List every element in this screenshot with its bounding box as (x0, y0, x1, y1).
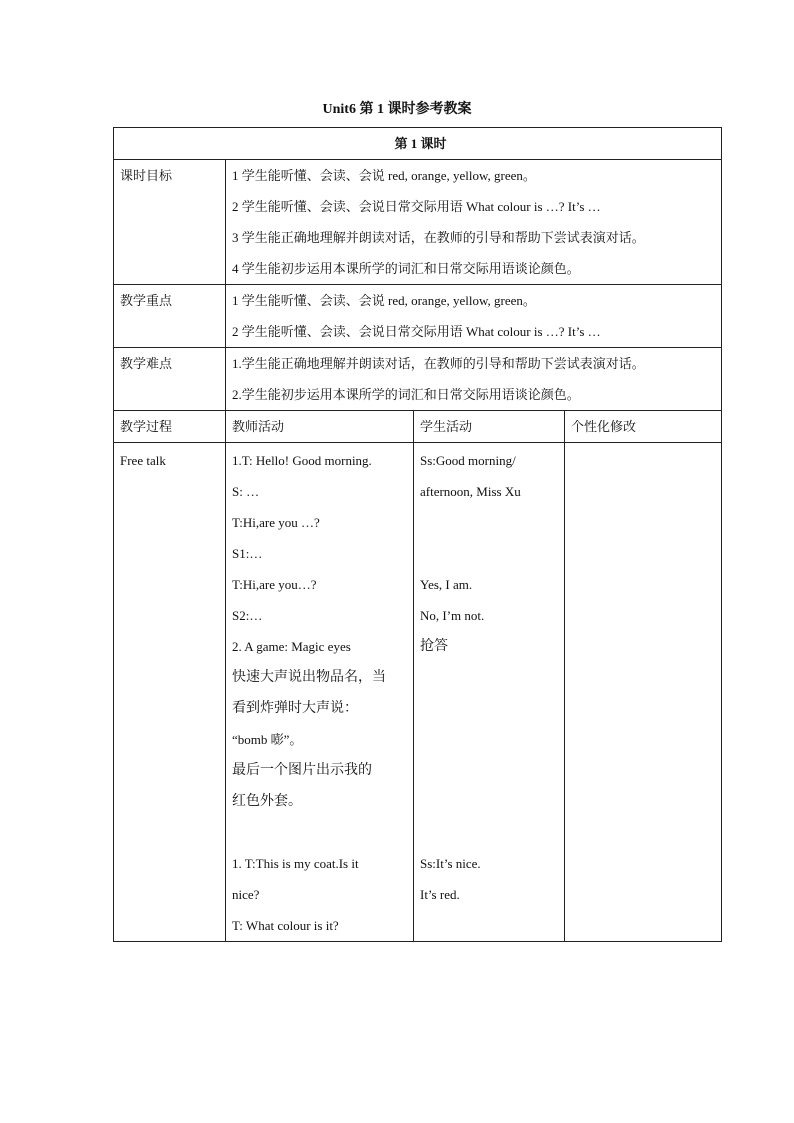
document-title: Unit6 第 1 课时参考教案 (322, 102, 472, 117)
process-row (114, 443, 722, 942)
personal-edit-cell (565, 443, 722, 942)
student-line: Yes, I am. (420, 577, 473, 592)
teacher-line: T: What colour is it? (232, 918, 339, 933)
student-line: No, I’m not. (420, 608, 485, 623)
objective-item: 3 学生能正确地理解并朗读对话，在教师的引导和帮助下尝试表演对话。 (232, 230, 645, 245)
teacher-line: T:Hi,are you…? (232, 577, 317, 592)
lesson-plan-table (113, 127, 722, 942)
teacher-activity-header: 教师活动 (226, 411, 414, 443)
stage-label: Free talk (114, 443, 226, 942)
teacher-line: 看到炸弹时大声说： (232, 700, 358, 716)
difficulties-content (226, 348, 722, 411)
teacher-line (232, 817, 413, 848)
teacher-line: “bomb 嘭”。 (232, 732, 303, 747)
student-line (420, 786, 564, 817)
personal-edit-header: 个性化修改 (565, 411, 722, 443)
teacher-line: 最后一个图片出示我的 (232, 762, 372, 778)
process-header: 教学过程 (114, 411, 226, 443)
student-line (420, 538, 564, 569)
difficulty-item: 2.学生能初步运用本课所学的词汇和日常交际用语谈论颜色。 (232, 387, 580, 402)
student-line (420, 724, 564, 755)
key-points-label: 教学重点 (114, 285, 226, 348)
teacher-line: 快速大声说出物品名，当 (232, 669, 386, 685)
teacher-line: T:Hi,are you …? (232, 515, 320, 530)
teacher-line: 1. T:This is my coat.Is it (232, 856, 359, 871)
teacher-line: nice? (232, 887, 260, 902)
objectives-content (226, 160, 722, 285)
key-point-item: 2 学生能听懂、会读、会说日常交际用语 What colour is …? It’s … (232, 324, 601, 339)
difficulties-row (114, 348, 722, 411)
teacher-line: S2:… (232, 608, 263, 623)
difficulties-label: 教学难点 (114, 348, 226, 411)
objectives-label: 课时目标 (114, 160, 226, 285)
period-header: 第 1 课时 (114, 128, 722, 160)
teacher-line: 1.T: Hello! Good morning. (232, 453, 372, 468)
student-line (420, 693, 564, 724)
student-line: It’s red. (420, 887, 460, 902)
teacher-line: S1:… (232, 546, 263, 561)
student-line (420, 507, 564, 538)
key-points-row (114, 285, 722, 348)
student-line: afternoon, Miss Xu (420, 484, 521, 499)
objective-item: 2 学生能听懂、会读、会说日常交际用语 What colour is …? It’s … (232, 199, 601, 214)
difficulty-item: 1.学生能正确地理解并朗读对话，在教师的引导和帮助下尝试表演对话。 (232, 356, 645, 371)
teacher-line: 红色外套。 (232, 793, 302, 809)
student-line (420, 910, 564, 941)
student-line: 抢答 (420, 638, 448, 654)
student-activity-header: 学生活动 (414, 411, 565, 443)
teacher-line: S: … (232, 484, 260, 499)
student-line (420, 662, 564, 693)
teacher-activity-cell (226, 443, 414, 942)
student-line (420, 755, 564, 786)
student-line (420, 817, 564, 848)
student-line: Ss:It’s nice. (420, 856, 481, 871)
key-points-content (226, 285, 722, 348)
teacher-line: 2. A game: Magic eyes (232, 639, 351, 654)
student-line: Ss:Good morning/ (420, 453, 516, 468)
objective-item: 4 学生能初步运用本课所学的词汇和日常交际用语谈论颜色。 (232, 261, 580, 276)
process-header-row (114, 411, 722, 443)
objectives-row (114, 160, 722, 285)
key-point-item: 1 学生能听懂、会读、会说 red, orange, yellow, green。 (232, 293, 536, 308)
objective-item: 1 学生能听懂、会读、会说 red, orange, yellow, green。 (232, 168, 536, 183)
student-activity-cell (414, 443, 565, 942)
period-header-row (114, 128, 722, 160)
